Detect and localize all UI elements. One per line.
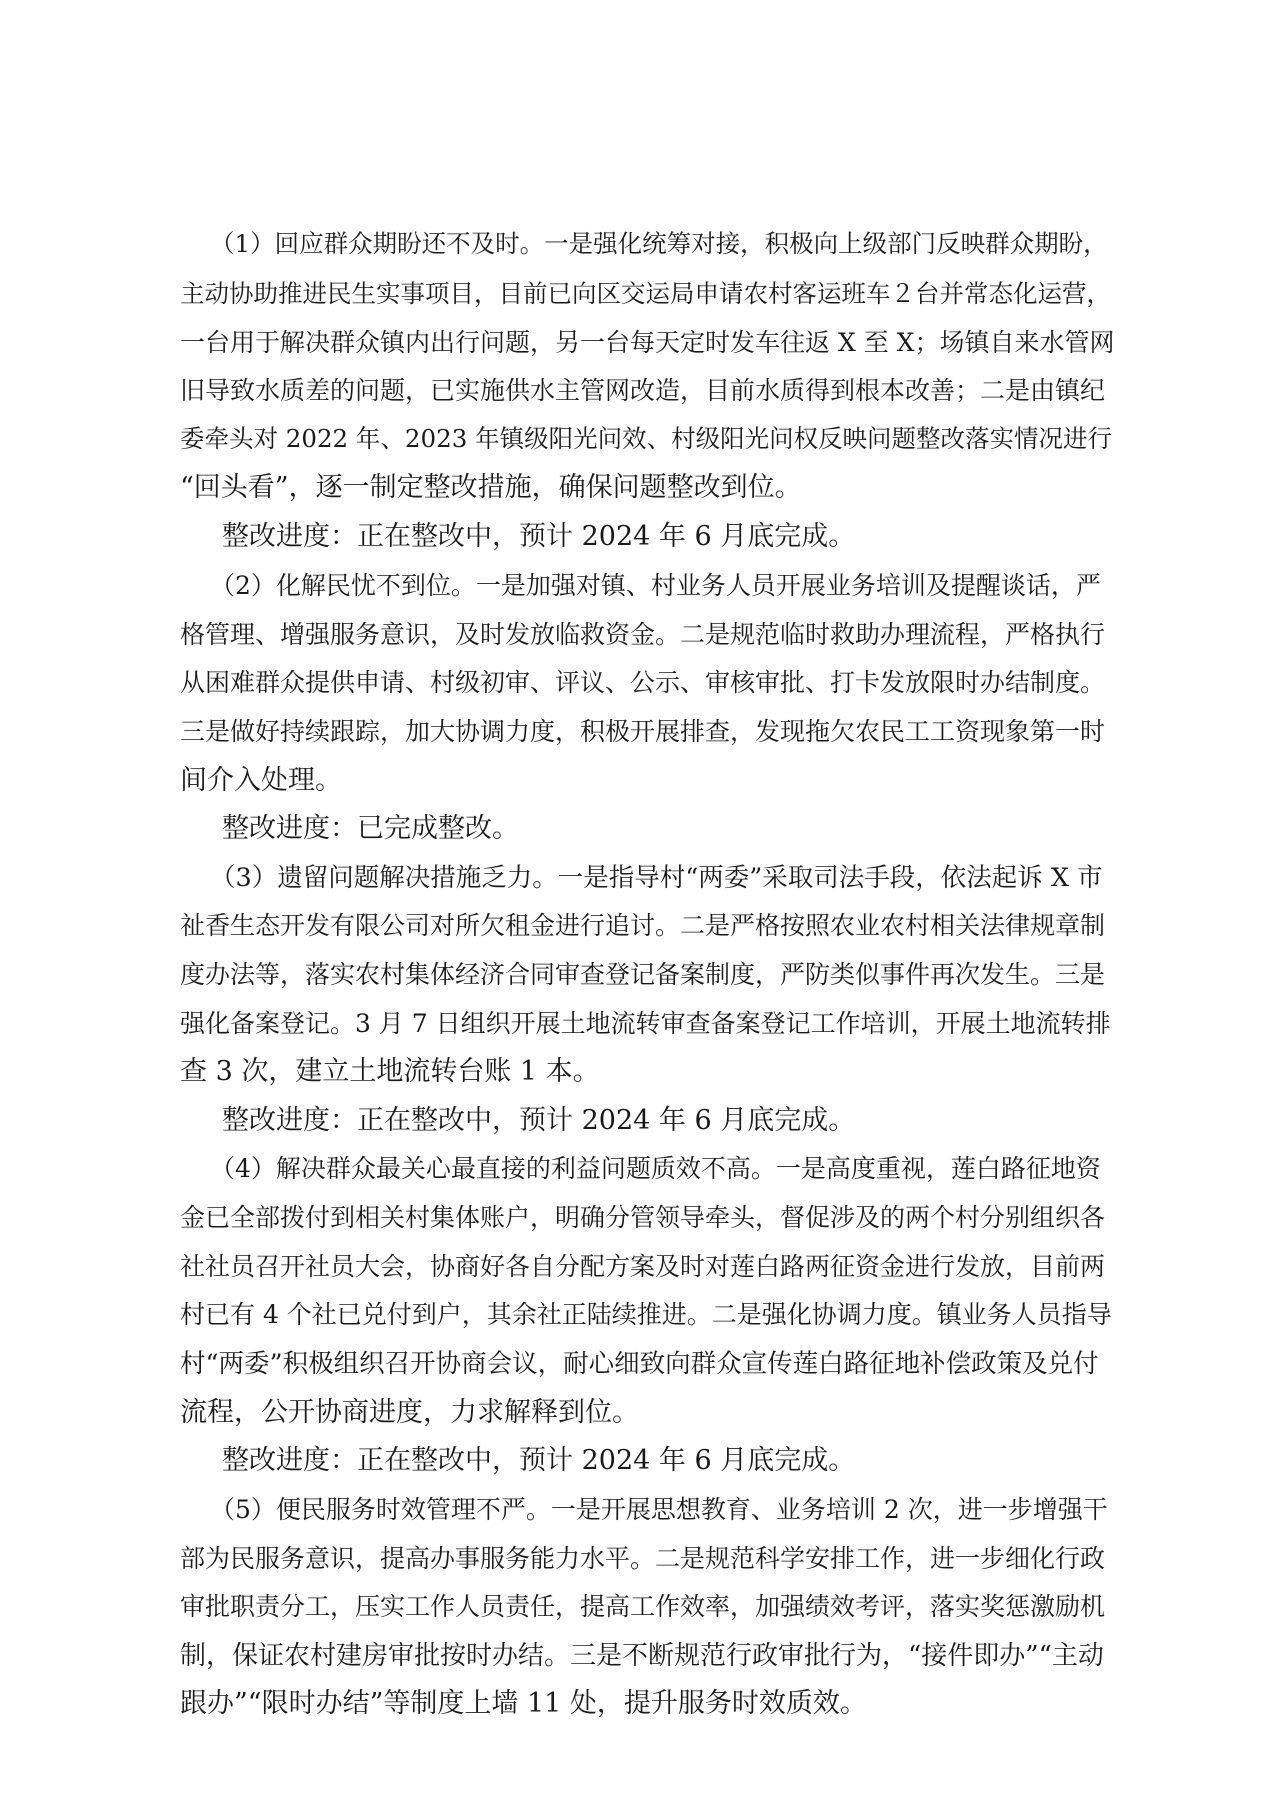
text-line: 强化备案登记。3 月 7 日组织开展土地流转审查备案登记工作培训，开展土地流转排 (180, 1009, 1111, 1038)
text-line: 流程，公开协商进度，力求解释到位。 (180, 1397, 639, 1428)
text-line: “回头看”，逐一制定整改措施，确保问题整改到位。 (180, 472, 802, 503)
text-line: （3）遗留问题解决措施乏力。一是指导村“两委”采取司法手段，依法起诉 X 市 (210, 863, 1103, 893)
text-line: 制，保证农村建房审批按时办结。三是不断规范行政审批行为，“接件即办”“主动 (180, 1641, 1104, 1671)
text-line: （4）解决群众最关心最直接的利益问题质效不高。一是高度重视，莲白路征地资 (210, 1154, 1101, 1183)
text-line: （5）便民服务时效管理不严。一是开展思想教育、业务培训 2 次，进一步增强干 (210, 1495, 1108, 1524)
text-line: 村已有 4 个社已兑付到户，其余社正陆续推进。二是强化协调力度。镇业务人员指导 (180, 1300, 1112, 1329)
text-line: 跟办”“限时办结”等制度上墙 11 处，提升服务时效质效。 (180, 1688, 867, 1719)
text-line: 从困难群众提供申请、村级初审、评议、公示、审核审批、打卡发放限时办结制度。 (180, 668, 1106, 697)
text-line: 金已全部拨付到相关村集体账户，明确分管领导牵头，督促涉及的两个村分别组织各 (180, 1203, 1106, 1232)
text-line: 三是做好持续跟踪，加大协调力度，积极开展排查，发现拖欠农民工工资现象第一时 (180, 717, 1106, 746)
text-line: 审批职责分工，压实工作人员责任，提高工作效率，加强绩效考评，落实奖惩激励机 (180, 1592, 1106, 1621)
progress-line: 整改进度：正在整改中，预计 2024 年 6 月底完成。 (222, 1445, 856, 1476)
text-line: 祉香生态开发有限公司对所欠租金进行追讨。二是严格按照农业农村相关法律规章制 (180, 911, 1106, 940)
text-line: （1）回应群众期盼还不及时。一是强化统筹对接，积极向上级部门反映群众期盼， (210, 229, 1108, 258)
text-line: 社社员召开社员大会，协商好各自分配方案及时对莲白路两征资金进行发放，目前两 (180, 1252, 1106, 1281)
text-line: 查 3 次，建立土地流转台账 1 本。 (180, 1056, 600, 1087)
text-line: 委牵头对 2022 年、2023 年镇级阳光问效、村级阳光问权反映问题整改落实情况进行 (180, 424, 1113, 453)
text-line: 主动协助推进民生实事项目，目前已向区交运局申请农村客运班车２台并常态化运营， (180, 279, 1111, 308)
text-line: 村“两委”积极组织召开协商会议，耐心细致向群众宣传莲白路征地补偿政策及兑付 (180, 1349, 1099, 1379)
text-line: 间介入处理。 (180, 765, 342, 796)
text-line: 旧导致水质差的问题，已实施供水主管网改造，目前水质得到根本改善；二是由镇纪 (180, 376, 1106, 405)
text-line: 一台用于解决群众镇内出行问题，另一台每天定时发车往返 X 至 X；场镇自来水管网 (180, 328, 1115, 357)
text-line: 格管理、增强服务意识，及时发放临救资金。二是规范临时救助办理流程，严格执行 (180, 620, 1106, 649)
progress-line: 整改进度：已完成整改。 (222, 813, 519, 844)
progress-line: 整改进度：正在整改中，预计 2024 年 6 月底完成。 (222, 1105, 856, 1136)
text-line: 部为民服务意识，提高办事服务能力水平。二是规范科学安排工作，进一步细化行政 (180, 1544, 1106, 1573)
text-line: （2）化解民忧不到位。一是加强对镇、村业务人员开展业务培训及提醒谈话，严 (210, 571, 1101, 600)
progress-line: 整改进度：正在整改中，预计 2024 年 6 月底完成。 (222, 521, 856, 552)
text-line: 度办法等，落实农村集体经济合同审查登记备案制度，严防类似事件再次发生。三是 (180, 960, 1106, 989)
